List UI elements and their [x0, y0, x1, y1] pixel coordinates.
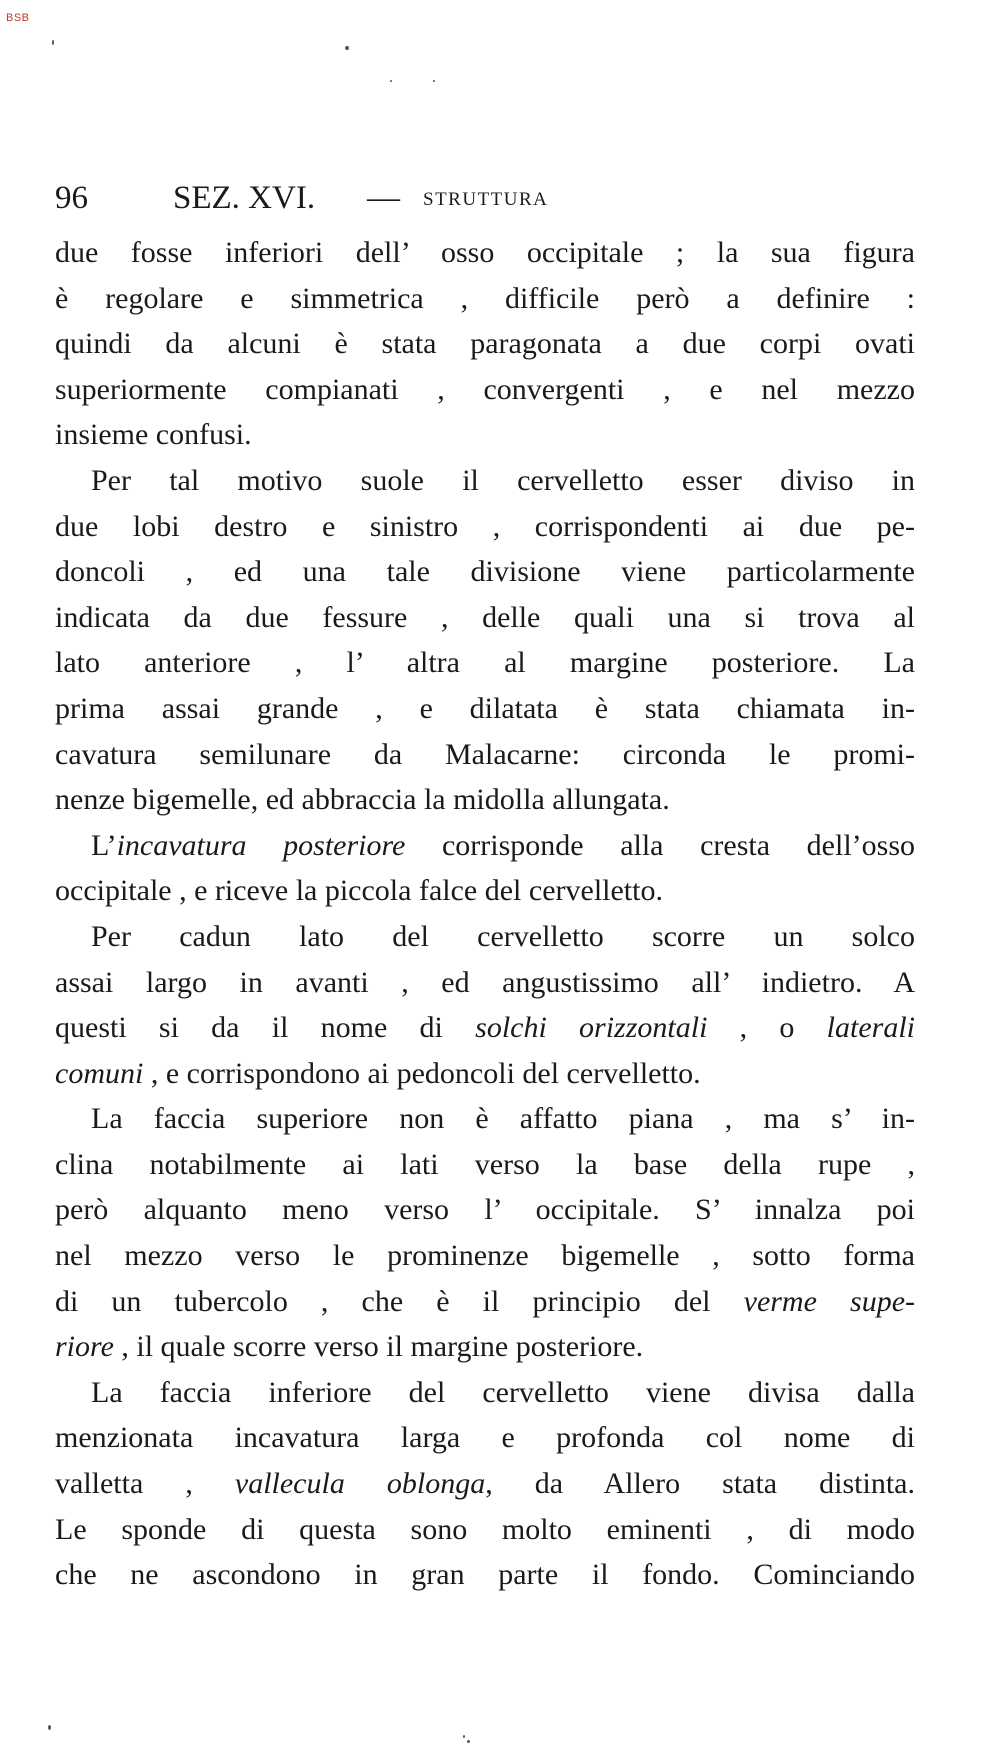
- text-line: La faccia superiore non è affatto piana , ma s’ in-: [91, 1102, 915, 1136]
- paper-speck: [433, 80, 435, 82]
- italic-term: verme supe-: [743, 1284, 915, 1318]
- paper-speck: [48, 1725, 51, 1730]
- text-line: cavatura semilunare da Malacarne: circonda le promi-: [55, 737, 915, 771]
- italic-term: solchi orizzontali: [475, 1011, 708, 1045]
- text-line: superiormente compianati , convergenti , e nel mezzo: [55, 372, 915, 406]
- text-line: doncoli , ed una tale divisione viene particolarmente: [55, 555, 915, 589]
- text-line: [55, 1051, 915, 1097]
- text-line: due lobi destro e sinistro , corrispondenti ai due pe-: [55, 509, 915, 543]
- paper-speck: [390, 80, 392, 82]
- text-run: corrisponde alla cresta dell’osso: [405, 828, 915, 862]
- text-line: indicata da due fessure , delle quali una si trova al: [55, 600, 915, 634]
- library-stamp: BSB: [6, 12, 30, 24]
- text-run: , il quale scorre verso il margine posteriore.: [113, 1330, 644, 1364]
- text-line: prima assai grande , e dilatata è stata chiamata in-: [55, 691, 915, 725]
- text-run: , o: [707, 1011, 827, 1045]
- paper-speck: [345, 46, 349, 50]
- text-line: [55, 1461, 915, 1507]
- text-line: lato anteriore , l’ altra al margine posteriore. La: [55, 646, 915, 680]
- text-line: quindi da alcuni è stata paragonata a due corpi ovati: [55, 327, 915, 361]
- text-run: questi si da il nome di: [55, 1011, 476, 1045]
- text-run: , da Allero stata distinta.: [485, 1467, 915, 1501]
- header-dash: —: [367, 180, 400, 216]
- text-line: [55, 1324, 915, 1370]
- text-line: Per tal motivo suole il cervelletto esser diviso in: [91, 463, 915, 497]
- paper-speck: [467, 1740, 470, 1743]
- text-line: due fosse inferiori dell’ osso occipitale ; la sua figura: [55, 236, 915, 269]
- text-line: La faccia inferiore del cervelletto viene divisa dalla: [91, 1375, 915, 1409]
- paper-speck: [463, 1735, 465, 1738]
- italic-term: riore: [55, 1330, 114, 1364]
- page-header: [55, 180, 915, 226]
- text-line: occipitale , e riceve la piccola falce del cervelletto.: [55, 874, 663, 908]
- body-text: [55, 230, 915, 1598]
- italic-term: laterali: [826, 1011, 915, 1045]
- paper-speck: [52, 40, 54, 45]
- text-line: [55, 1279, 915, 1325]
- text-line: clina notabilmente ai lati verso la base della rupe ,: [55, 1147, 915, 1181]
- text-line: [55, 1005, 915, 1051]
- italic-term: vallecula oblonga: [234, 1467, 486, 1501]
- section-label: SEZ. XVI.: [173, 180, 316, 216]
- italic-term: comuni: [55, 1056, 144, 1090]
- text-line: Le sponde di questa sono molto eminenti , di modo: [55, 1512, 915, 1546]
- text-line: nenze bigemelle, ed abbraccia la midolla allungata.: [55, 783, 670, 817]
- text-line: menzionata incavatura larga e profonda col nome di: [55, 1421, 915, 1455]
- text-run: , e corrispondono ai pedoncoli del cervelletto.: [143, 1056, 701, 1090]
- text-run: di un tubercolo , che è il principio del: [55, 1284, 744, 1318]
- text-line: assai largo in avanti , ed angustissimo all’ indietro. A: [55, 965, 915, 999]
- text-line: insieme confusi.: [55, 418, 252, 452]
- text-line: [55, 823, 915, 869]
- italic-term: incavatura posteriore: [116, 828, 406, 862]
- text-run: valletta ,: [55, 1467, 235, 1501]
- text-line: Per cadun lato del cervelletto scorre un solco: [91, 919, 915, 953]
- text-line: nel mezzo verso le prominenze bigemelle , sotto forma: [55, 1239, 915, 1273]
- text-run: L’: [91, 828, 117, 862]
- running-title: STRUTTURA: [423, 189, 549, 210]
- page-number: 96: [55, 180, 88, 216]
- text-line: che ne ascondono in gran parte il fondo. Cominciando: [55, 1558, 915, 1592]
- text-line: però alquanto meno verso l’ occipitale. S’ innalza poi: [55, 1193, 915, 1227]
- text-line: è regolare e simmetrica , difficile però a definire :: [55, 281, 915, 315]
